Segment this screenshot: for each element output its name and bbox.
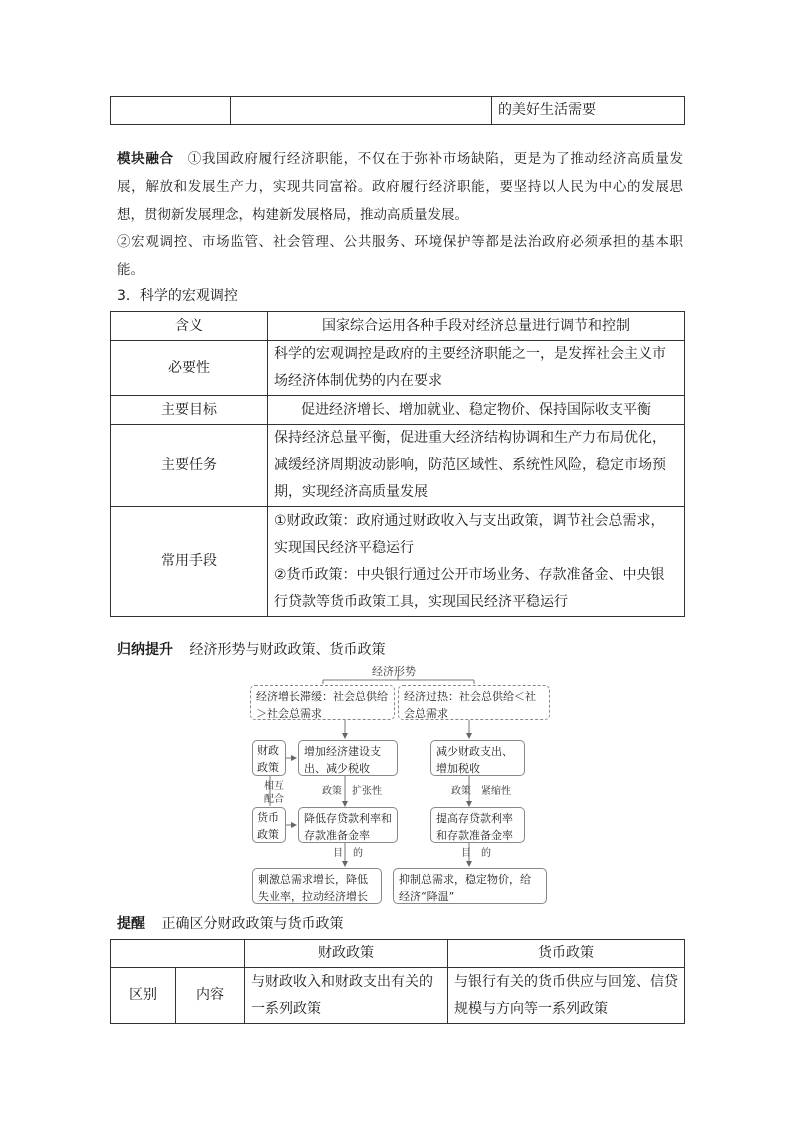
summary-title: 经济形势与财政政策、货币政策 [189,642,386,658]
top-table-cell-3: 的美好生活需要 [492,97,685,125]
compare-fiscal-content: 与财政收入和财政支出有关的一系列政策 [245,968,448,1024]
left-monetary-box: 降低存贷款利率和存款准备金率 [298,807,398,843]
right-situation-box: 经济过热：社会总供给＜社会总需求 [398,685,550,720]
reminder-title: 正确区分财政政策与货币政策 [161,916,344,932]
row-content-goals: 促进经济增长、增加就业、稳定物价、保持国际收支平衡 [268,396,685,425]
row-label-necessity: 必要性 [111,341,268,396]
fiscal-label-box: 财政政策 [252,740,286,776]
row-label-means: 常用手段 [111,507,268,617]
coordination-label: 相互配合 [264,781,284,805]
means-monetary: ②货币政策：中央银行通过公开市场业务、存款准备金、中央银行贷款等货币政策工具，实现国民经济平稳运行 [274,566,665,610]
right-goal-label: 目 的 [461,848,491,859]
row-label-tasks: 主要任务 [111,425,268,507]
right-fiscal-box: 减少财政支出、增加税收 [430,740,525,776]
compare-header-monetary: 货币政策 [448,940,685,968]
left-situation-box: 经济增长滞缓：社会总供给＞社会总需求 [250,685,395,720]
row-label-meaning: 含义 [111,312,268,341]
monetary-label-box: 货币政策 [252,807,286,843]
reminder-label: 提醒 [117,916,145,932]
means-fiscal: ①财政政策：政府通过财政收入与支出政策，调节社会总需求，实现国民经济平稳运行 [274,512,665,556]
left-policy-label: 政策 扩张性 [322,786,382,797]
left-fiscal-box: 增加经济建设支出、减少税收 [298,740,398,776]
row-label-goals: 主要目标 [111,396,268,425]
compare-header-empty [111,940,245,968]
reminder-heading [117,914,343,934]
right-goal-box: 抑制总需求，稳定物价，给经济“降温” [393,868,547,904]
compare-row-label-difference: 区别 [111,968,176,1024]
compare-row-label-content: 内容 [176,968,245,1024]
module-fusion-text-2: ②宏观调控、市场监管、社会管理、公共服务、环境保护等都是法治政府必须承担的基本职能。 [117,234,683,278]
module-fusion-text-1: ①我国政府履行经济职能，不仅在于弥补市场缺陷，更是为了推动经济高质量发展，解放和发展生产力，实现共同富裕。政府履行经济职能，要坚持以人民为中心的发展思想，贯彻新发展理念，构建新发展格局，推动高质量发展。 [117,151,684,223]
section-3-heading: 3．科学的宏观调控 [117,288,238,304]
row-content-necessity: 科学的宏观调控是政府的主要经济职能之一，是发挥社会主义市场经济体制优势的内在要求 [268,341,685,396]
flow-title: 经济形势 [372,665,416,678]
compare-header-fiscal: 财政政策 [245,940,448,968]
module-fusion-label: 模块融合 [117,151,174,167]
right-policy-label: 政策 紧缩性 [451,786,511,797]
left-goal-label: 目 的 [333,848,363,859]
row-content-tasks: 保持经济总量平衡，促进重大经济结构协调和生产力布局优化，减缓经济周期波动影响，防范区域性、系统性风险，稳定市场预期，实现经济高质量发展 [268,425,685,507]
compare-monetary-content: 与银行有关的货币供应与回笼、信贷规模与方向等一系列政策 [448,968,685,1024]
summary-label: 归纳提升 [117,642,173,658]
policy-compare-table [110,939,685,1024]
right-monetary-box: 提高存贷款利率和存款准备金率 [430,807,525,843]
left-goal-box: 刺激总需求增长，降低失业率，拉动经济增长 [252,868,382,904]
row-content-meaning: 国家综合运用各种手段对经济总量进行调节和控制 [268,312,685,341]
